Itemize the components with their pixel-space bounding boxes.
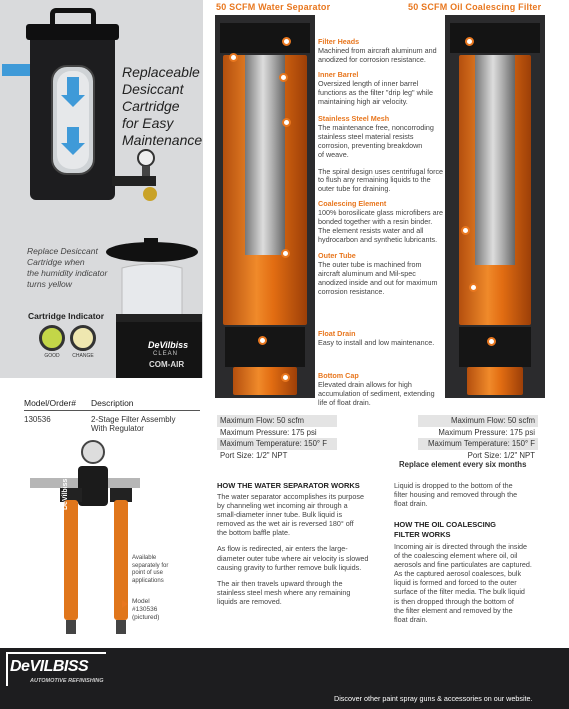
replace-note: Replace Desiccant Cartridge when the humidity indicator turns yellow <box>27 246 108 289</box>
coalescing-specs: Maximum Flow: 50 scfm Maximum Pressure: 175 psi Maximum Temperature: 150° F Port Size: 1/2" NPT <box>418 415 538 461</box>
desiccant-headline: Replaceable Desiccant Cartridge for Easy Maintenance <box>122 64 203 148</box>
callout-icon <box>229 53 238 62</box>
replace-element-note: Replace element every six months <box>399 460 527 469</box>
callout-icon <box>461 226 470 235</box>
table-row: 130536 2-Stage Filter Assembly With Regulator <box>24 415 176 433</box>
desiccant-canister-image <box>30 30 115 200</box>
canister-logo: DeVilbiss <box>148 340 189 350</box>
footer-tagline: AUTOMOTIVE REFINISHING <box>30 678 104 684</box>
pointer-icon <box>122 600 128 608</box>
cartridge-image <box>104 238 202 378</box>
canister-logo-air: COM-AIR <box>149 360 185 369</box>
description-col-header: Description <box>91 396 200 411</box>
feature-filter-heads: Filter Heads Machined from aircraft aluminum and anodized for corrosion resistance. <box>318 37 437 64</box>
callout-icon <box>487 337 496 346</box>
callout-icon <box>282 37 291 46</box>
indicator-change-icon <box>70 325 96 351</box>
coalescing-body: Incoming air is directed through the inside of the coalescing element where oil, oil aerosols and fine particulates are captured. As the captured aerosol coalesces, bulk liquid is formed and forced to the outer surface of the filter media. The bulk liquid is then dropped through the bottom of the filter element and removed by the float drain. <box>394 542 532 624</box>
canister-logo-sub: CLEAN <box>153 351 179 357</box>
feature-bottom-cap: Bottom Cap Elevated drain allows for high accumulation of sediment, extending life of float drain. <box>318 371 435 407</box>
coalescing-heading: 50 SCFM Oil Coalescing Filter <box>408 2 542 12</box>
callout-icon <box>282 118 291 127</box>
callout-icon <box>281 373 290 382</box>
footer-message[interactable]: Discover other paint spray guns & accessories on our website. <box>334 694 533 703</box>
model-table <box>24 396 200 435</box>
indicator-good-label: GOOD <box>44 353 60 359</box>
separator-specs: Maximum Flow: 50 scfm Maximum Pressure: 175 psi Maximum Temperature: 150° F Port Size: 1/2" NPT <box>217 415 337 461</box>
callout-icon <box>281 249 290 258</box>
available-note: Available separately for point of use applications <box>132 555 169 584</box>
model-col-header: Model/Order# <box>24 396 91 411</box>
feature-float-drain: Float Drain Easy to install and low maintenance. <box>318 329 435 347</box>
feature-outer-tube: Outer Tube The outer tube is machined from aircraft aluminum and Mil-spec anodized inside and out for maximum corrosion resistance. <box>318 251 438 296</box>
tube-brand-label: DeVilbiss <box>62 478 69 510</box>
separator-how-title: HOW THE WATER SEPARATOR WORKS <box>217 481 360 490</box>
footer-brand-logo: DeVILBISS <box>10 658 89 675</box>
feature-stainless-mesh: Stainless Steel Mesh The maintenance free, noncorroding stainless steel material resists corrosion, preventing breakdown of weave. The spiral design uses centrifugal force to flush any remaining liquids to the outer tube for draining. <box>318 114 444 194</box>
airflow-arrow-icon <box>2 64 30 76</box>
callout-icon <box>469 283 478 292</box>
callout-icon <box>258 336 267 345</box>
separator-body: The water separator accomplishes its purpose by channeling wet incoming air through a small-diameter inner tube. Bulk liquid is removed as the wet air is reversed 180° off the bottom baffle plate. As flow is redirected, air enters the large- diameter outer tube where air velocity is slowed causing gravity to further remove bulk liquids. The air then travels upward through the stainless steel mesh where any remaining liquids are removed. <box>217 492 369 606</box>
gauge-valve-icon <box>112 148 164 208</box>
coalescing-how-title: HOW THE OIL COALESCING FILTER WORKS <box>394 520 496 539</box>
callout-icon <box>279 73 288 82</box>
separator-heading: 50 SCFM Water Separator <box>216 2 331 12</box>
feature-coalescing-element: Coalescing Element 100% borosilicate glass microfibers are bonded together with a resin binder. The element resists water and all hydrocarbon and synthetic lubricants. <box>318 199 444 244</box>
filter-assembly-image <box>30 438 140 638</box>
callout-icon <box>465 37 474 46</box>
feature-inner-barrel: Inner Barrel Oversized length of inner barrel functions as the filter "drip leg" while maintaining high air velocity. <box>318 70 433 106</box>
indicator-title: Cartridge Indicator <box>28 311 105 321</box>
coalescing-intro: Liquid is dropped to the bottom of the filter housing and removed through the float drain. <box>394 481 518 509</box>
indicator-change-label: CHANGE <box>72 353 94 359</box>
model-note: Model #130536 (pictured) <box>132 598 160 621</box>
indicator-good-icon <box>39 325 65 351</box>
